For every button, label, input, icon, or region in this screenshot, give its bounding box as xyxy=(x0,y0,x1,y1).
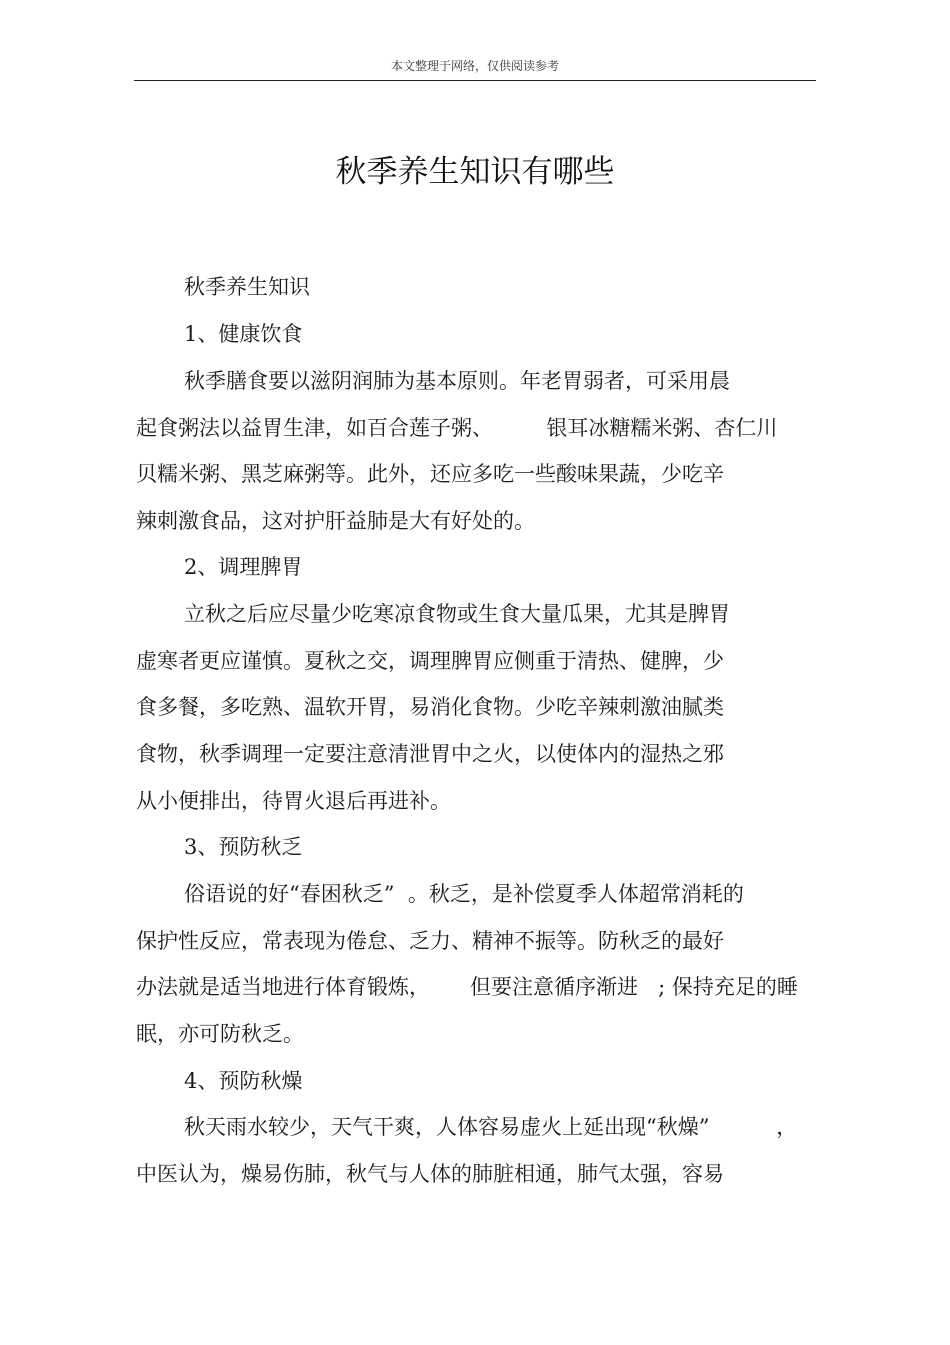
paragraph-line: 食多餐，多吃熟、温软开胃，易消化食物。少吃辛辣刺激油腻类 xyxy=(136,695,724,719)
paragraph-line: 俗语说的好“春困秋乏” 。秋乏，是补偿夏季人体超常消耗的 xyxy=(184,882,744,906)
paragraph-line: 贝糯米粥、黑芝麻粥等。此外，还应多吃一些酸味果蔬，少吃辛 xyxy=(136,462,724,486)
header-rule xyxy=(134,80,816,81)
subheading-healthy-diet: 1、健康饮食 xyxy=(184,322,303,346)
paragraph-line: 秋季膳食要以滋阴润肺为基本原则。年老胃弱者，可采用晨 xyxy=(184,369,730,393)
paragraph-line: 辣刺激食品，这对护肝益肺是大有好处的。 xyxy=(136,509,535,533)
subheading-autumn-dryness: 4、预防秋燥 xyxy=(184,1069,303,1093)
paragraph-line: 从小便排出，待胃火退后再进补。 xyxy=(136,789,451,813)
subheading-autumn-fatigue: 3、预防秋乏 xyxy=(184,835,303,859)
paragraph-line: 保护性反应，常表现为倦怠、乏力、精神不振等。防秋乏的最好 xyxy=(136,929,724,953)
paragraph-line: 秋天雨水较少，天气干爽，人体容易虚火上延出现“秋燥” ， xyxy=(184,1115,798,1139)
section-heading: 秋季养生知识 xyxy=(184,275,310,299)
paragraph-line: 起食粥法以益胃生津，如百合莲子粥、 银耳冰糖糯米粥、杏仁川 xyxy=(136,416,778,440)
paragraph-line: 虚寒者更应谨慎。夏秋之交，调理脾胃应侧重于清热、健脾，少 xyxy=(136,649,724,673)
paragraph-line: 食物，秋季调理一定要注意清泄胃中之火，以使体内的湿热之邪 xyxy=(136,742,724,766)
paragraph-line: 眠，亦可防秋乏。 xyxy=(136,1022,304,1046)
paragraph-line: 中医认为，燥易伤肺，秋气与人体的肺脏相通，肺气太强，容易 xyxy=(136,1162,724,1186)
header-note: 本文整理于网络，仅供阅读参考 xyxy=(390,59,559,73)
document-title: 秋季养生知识有哪些 xyxy=(335,154,615,190)
paragraph-line: 办法就是适当地进行体育锻炼， 但要注意循序渐进 ; 保持充足的睡 xyxy=(136,975,798,999)
paragraph-line: 立秋之后应尽量少吃寒凉食物或生食大量瓜果，尤其是脾胃 xyxy=(184,602,730,626)
subheading-spleen-stomach: 2、调理脾胃 xyxy=(184,555,303,579)
